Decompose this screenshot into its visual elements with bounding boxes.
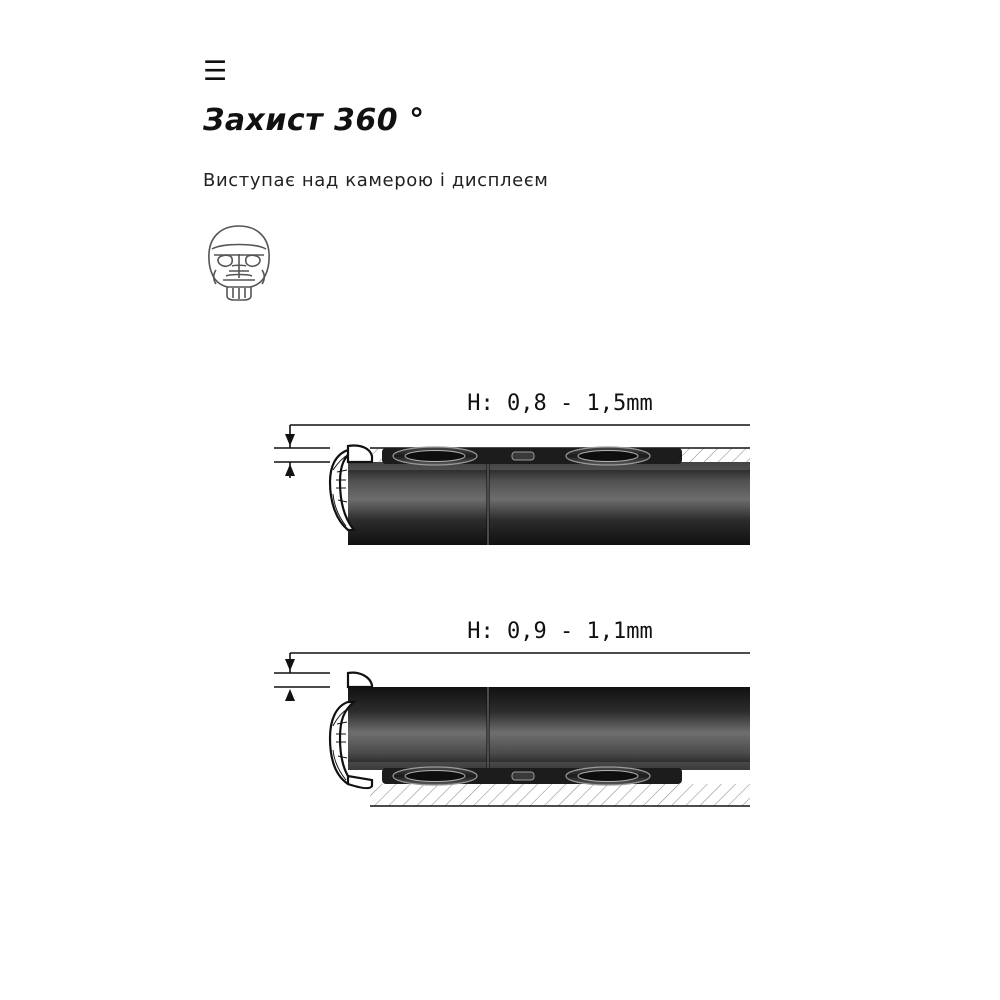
stormtrooper-helmet-icon — [196, 222, 282, 302]
top-dimension-label: H: 0,8 - 1,5mm — [467, 391, 653, 416]
page-subtitle: Виступає над камерою і дисплеєм — [203, 170, 549, 191]
bottom-dimension-label: H: 0,9 - 1,1mm — [467, 619, 653, 644]
hamburger-menu-icon[interactable]: ☰ — [203, 56, 228, 87]
page-title: Захист 360 ° — [203, 103, 425, 138]
case-thickness-diagram — [230, 370, 790, 830]
